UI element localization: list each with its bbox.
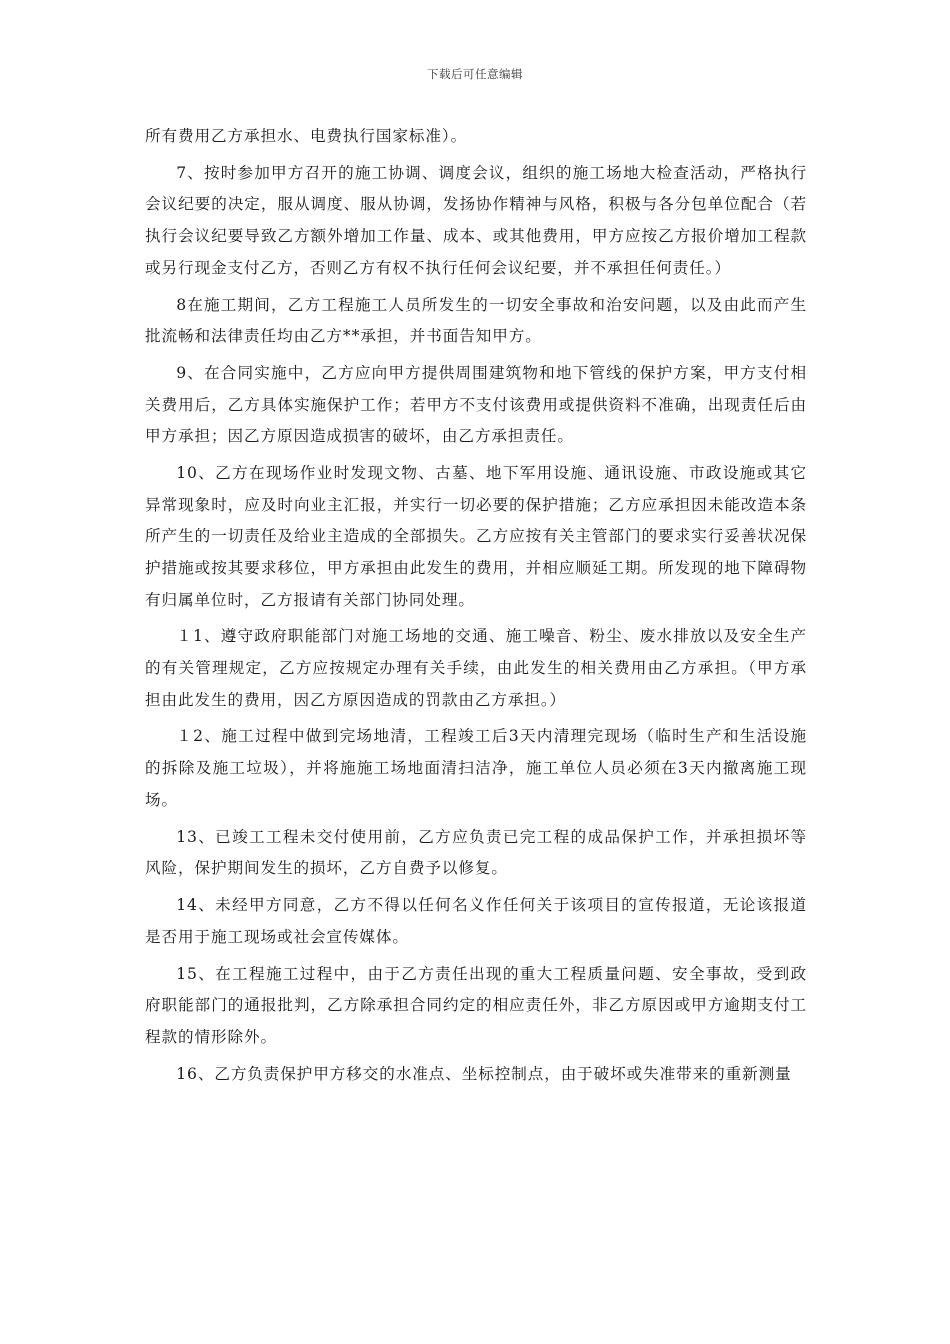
header-note: 下载后可任意编辑 (427, 67, 523, 81)
paragraph-9: 9、在合同实施中，乙方应向甲方提供周围建筑物和地下管线的保护方案，甲方支付相关费用后，乙方具体实施保护工作；若甲方不支付该费用或提供资料不准确，出现责任后由甲方承担；因乙方原因造成损害的破坏，由乙方承担责任。 (145, 364, 807, 446)
paragraph-10: 10、乙方在现场作业时发现文物、古墓、地下军用设施、通讯设施、市政设施或其它异常现象时，应及时向业主汇报，并实行一切必要的保护措施；乙方应承担因未能改造本条所产生的一切责任及给业主造成的全部损失。乙方应按有关主管部门的要求实行妥善状况保护措施或按其要求移位，甲方承担由此发生的费用，并相应顺延工期。所发现的地下障碍物有归属单位时，乙方报请有关部门协同处理。 (145, 464, 807, 609)
paragraph-16: 16、乙方负责保护甲方移交的水准点、坐标控制点，由于破坏或失准带来的重新测量 (176, 1064, 792, 1083)
paragraph-13: 13、已竣工工程未交付使用前，乙方应负责已完工程的成品保护工作，并承担损坏等风险，保护期间发生的损坏，乙方自费予以修复。 (145, 827, 807, 878)
paragraph-14: 14、未经甲方同意，乙方不得以任何名义作任何关于该项目的宣传报道，无论该报道是否用于施工现场或社会宣传媒体。 (145, 896, 807, 946)
paragraph-11: １1、遵守政府职能部门对施工场地的交通、施工噪音、粉尘、废水排放以及安全生产的有关管理规定，乙方应按规定办理有关手续，由此发生的相关费用由乙方承担。（甲方承担由此发生的费用，因乙方原因造成的罚款由乙方承担。） (145, 627, 807, 709)
paragraph-8: 8在施工期间，乙方工程施工人员所发生的一切安全事故和治安问题，以及由此而产生批流畅和法律责任均由乙方**承担，并书面告知甲方。 (145, 295, 807, 346)
document-body (145, 121, 807, 1095)
paragraph-12: １2、施工过程中做到完场地清，工程竣工后3天内清理完现场（临时生产和生活设施的拆除及施工垃圾），并将施施工场地面清扫洁净，施工单位人员必须在3天内撤离施工现场。 (145, 727, 807, 809)
paragraph-continuation: 所有费用乙方承担水、电费执行国家标准）。 (145, 127, 468, 145)
paragraph-15: 15、在工程施工过程中，由于乙方责任出现的重大工程质量问题、安全事故，受到政府职能部门的通报批判，乙方除承担合同约定的相应责任外，非乙方原因或甲方逾期支付工程款的情形除外。 (145, 964, 807, 1046)
paragraph-7: 7、按时参加甲方召开的施工协调、调度会议，组织的施工场地大检查活动，严格执行会议纪要的决定，服从调度、服从协调，发扬协作精神与风格，积极与各分包单位配合（若执行会议纪要导致乙方额外增加工作量、成本、或其他费用，甲方应按乙方报价增加工程款或另行现金支付乙方，否则乙方有权不执行任何会议纪要，并不承担任何责任。） (145, 163, 807, 277)
